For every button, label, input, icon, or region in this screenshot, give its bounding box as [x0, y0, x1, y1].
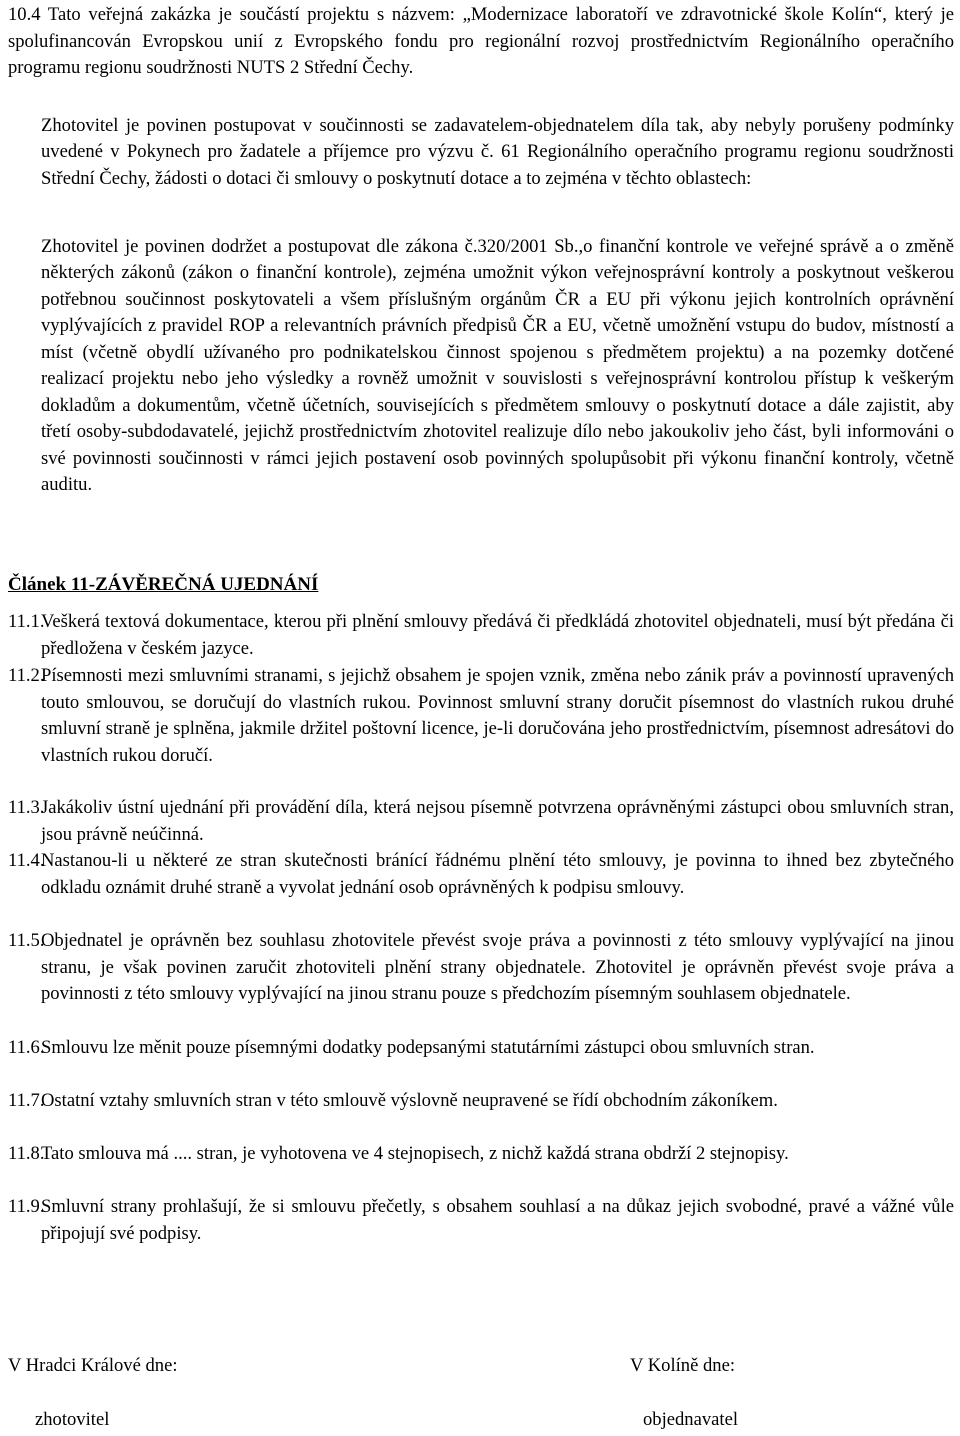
item-number: 11.8.	[8, 1143, 45, 1164]
list-item	[8, 609, 954, 662]
intro-paragraph-obligations: Zhotovitel je povinen postupovat v součinnosti se zadavatelem-objednatelem díla tak, aby nebyly porušeny podmínky uvedené v Pokynech pro žadatele a příjemce pro výzvu č. 61 Regionálního operačního programu regionu soudržnosti Střední Čechy, žádosti o dotaci či smlouvy o poskytnutí dotace a to zejména v těchto oblastech:	[41, 114, 954, 189]
article-heading: Článek 11-ZÁVĚREČNÁ UJEDNÁNÍ	[8, 574, 319, 595]
intro-paragraph-financial-control: Zhotovitel je povinen dodržet a postupovat dle zákona č.320/2001 Sb.,o finanční kontrole ve veřejné správě a o změně některých zákonů (zákon o finanční kontrole), zejména umožnit výkon veřejnosprávní kontroly a poskytnout veškerou potřebnou součinnost poskytovateli a všem příslušným orgánům ČR a EU při výkonu jejich kontrolních oprávnění vyplývajících z pravidel ROP a relevantních právních předpisů ČR a EU, včetně umožnění vstupu do budov, místností a míst (včetně obydlí užívaného pro podnikatelskou činnost spojenou s předmětem projektu) a na pozemky dotčené realizací projektu nebo jeho výsledky a rovněž umožnit v souvislosti s veřejnosprávní kontrolou přístup k veškerým dokladům a dokumentům, včetně účetních, souvisejících s předmětem smlouvy o poskytnutí dotace a dále zajistit, aby třetí osoby-subdodavatelé, jejichž prostřednictvím zhotovitel realizuje dílo nebo jakoukoliv jeho část, byli informováni o své povinnosti součinnosti v rámci jejich postavení osob povinných spolupůsobit při výkonu finanční kontroly, včetně auditu.	[41, 235, 954, 496]
signature-role-right: objednavatel	[643, 1409, 738, 1430]
intro-section	[8, 2, 954, 82]
item-text: Smlouvu lze měnit pouze písemnými dodatky podepsanými statutárními zástupci obou smluvních stran.	[41, 1037, 815, 1058]
item-text: Objednatel je oprávněn bez souhlasu zhotovitele převést svoje práva a povinnosti z této smlouvy vyplývající na jinou stranu, je však povinen zaručit zhotoviteli plnění strany objednatele. Zhotovitel je oprávněn převést svoje práva a povinnosti z této smlouvy vyplývající na jinou stranu pouze s předchozím písemným souhlasem objednatele.	[41, 930, 954, 1004]
item-number: 11.9.	[8, 1196, 45, 1217]
list-item	[8, 848, 954, 901]
intro-paragraph-10-4: 10.4 Tato veřejná zakázka je součástí projektu s názvem: „Modernizace laboratoří ve zdravotnické škole Kolín“, který je spolufinancován Evropskou unií z Evropského fondu pro regionální rozvoj prostřednictvím Regionálního operačního programu regionu soudržnosti NUTS 2 Střední Čechy.	[8, 4, 954, 78]
list-item	[8, 1141, 954, 1168]
item-text: Písemnosti mezi smluvními stranami, s jejichž obsahem je spojen vznik, změna nebo zánik práv a povinností upravených touto smlouvou, se doručují do vlastních rukou. Povinnost smluvní strany doručit písemnost do vlastních rukou druhé smluvní straně je splněna, jakmile držitel poštovní licence, je-li doručována jeho prostřednictvím, písemnost adresátovi do vlastních rukou doručí.	[41, 665, 954, 766]
item-text: Jakákoliv ústní ujednání při provádění díla, která nejsou písemně potvrzena oprávněnými zástupci obou smluvních stran, jsou právně neúčinná.	[41, 797, 954, 845]
item-number: 11.4.	[8, 850, 45, 871]
item-number: 11.5.	[8, 930, 45, 951]
list-item	[8, 1088, 954, 1115]
item-number: 11.7.	[8, 1090, 45, 1111]
list-item	[8, 1035, 954, 1062]
item-text: Ostatní vztahy smluvních stran v této smlouvě výslovně neupravené se řídí obchodním zákoníkem.	[41, 1090, 778, 1111]
item-text: Veškerá textová dokumentace, kterou při plnění smlouvy předává či předkládá zhotovitel objednateli, musí být předána či předložena v českém jazyce.	[41, 611, 954, 659]
signature-place-left: V Hradci Králové dne:	[8, 1355, 178, 1376]
list-item	[8, 1194, 954, 1247]
item-number: 11.2.	[8, 665, 45, 686]
signature-role-left: zhotovitel	[35, 1409, 110, 1430]
signature-place-right: V Kolíně dne:	[630, 1355, 736, 1376]
item-text: Nastanou-li u některé ze stran skutečnosti bránící řádnému plnění této smlouvy, je povinna to ihned bez zbytečného odkladu oznámit druhé straně a vyvolat jednání osob oprávněných k podpisu smlouvy.	[41, 850, 954, 898]
list-item	[8, 663, 954, 769]
item-text: Smluvní strany prohlašují, že si smlouvu přečetly, s obsahem souhlasí a na důkaz jejich svobodné, pravé a vážné vůle připojují své podpisy.	[41, 1196, 954, 1244]
list-item	[8, 928, 954, 1008]
list-item	[8, 795, 954, 848]
item-number: 11.6.	[8, 1037, 45, 1058]
item-number: 11.3.	[8, 797, 45, 818]
item-text: Tato smlouva má .... stran, je vyhotovena ve 4 stejnopisech, z nichž každá strana obdrží 2 stejnopisy.	[41, 1143, 789, 1164]
item-number: 11.1.	[8, 611, 45, 632]
